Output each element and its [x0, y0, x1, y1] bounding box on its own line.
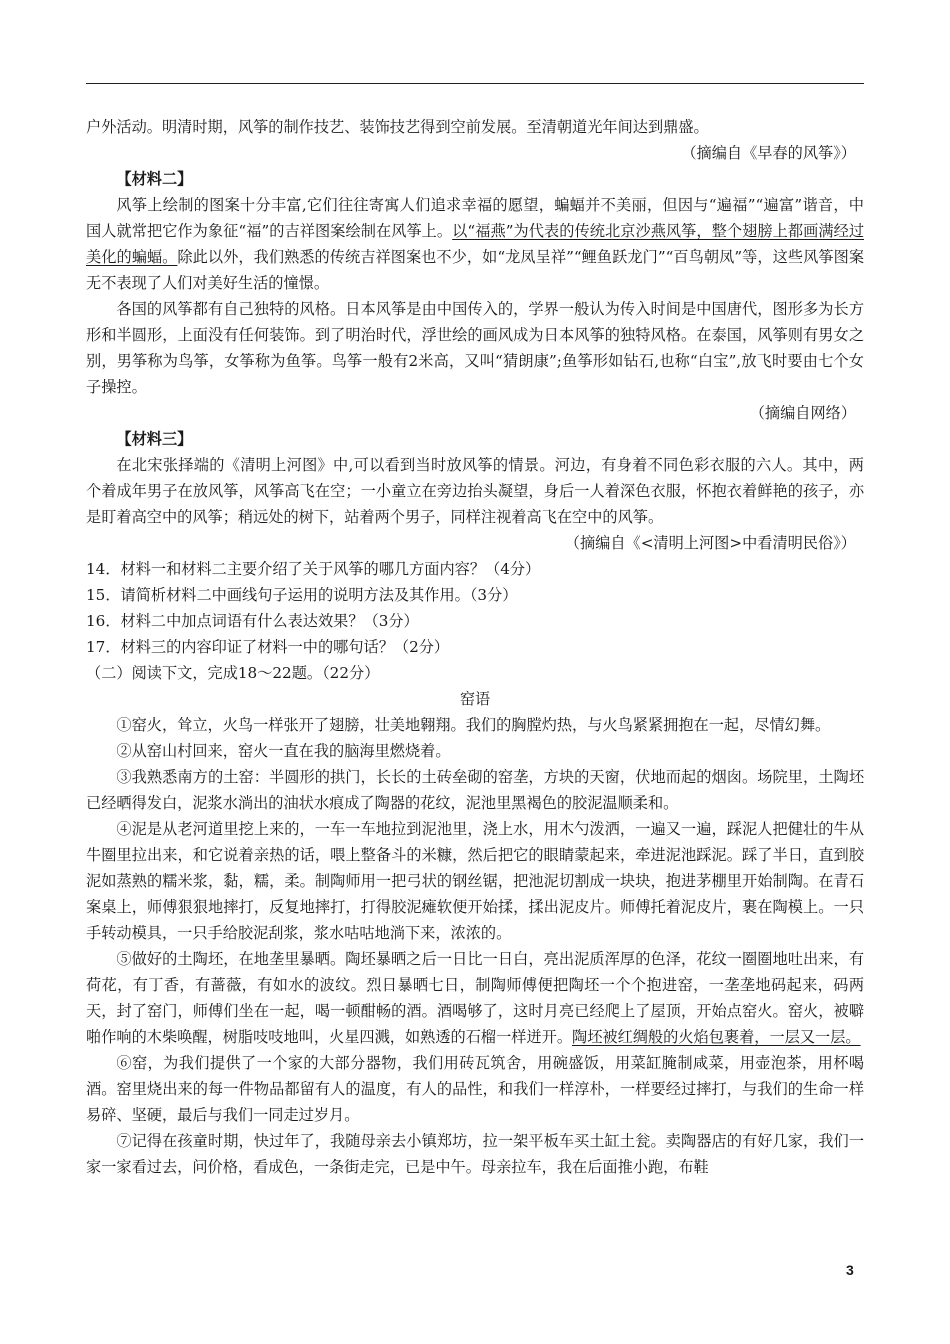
- essay-paragraph-6: ⑥窑，为我们提供了一个家的大部分器物，我们用砖瓦筑舍，用碗盛饭，用菜缸腌制咸菜，用壶泡茶，用杯喝酒。窑里烧出来的每一件物品都留有人的温度，有人的品性，和我们一样淳朴，一样要经过摔打，与我们的生命一样易碎、坚硬，最后与我们一同走过岁月。: [86, 1054, 864, 1124]
- essay-paragraph-3: ③我熟悉南方的土窑：半圆形的拱门，长长的土砖垒砌的窑垄，方块的天窗，伏地而起的烟囱。场院里，土陶坯已经晒得发白，泥浆水淌出的油状水痕成了陶器的花纹，泥池里黑褐色的胶泥温顺柔和。: [86, 768, 864, 812]
- question-16: 16．材料二中加点词语有什么表达效果？（3分）: [86, 612, 419, 630]
- question-15: 15．请简析材料二中画线句子运用的说明方法及其作用。（3分）: [86, 586, 518, 604]
- material3-paragraph: 在北宋张择端的《清明上河图》中,可以看到当时放风筝的情景。河边，有身着不同色彩衣服的六人。其中，两个着成年男子在放风筝，风筝高飞在空；一小童立在旁边抬头凝望，身后一人着深色衣服，怀抱衣着鲜艳的孩子，亦是盯着高空中的风筝；稍远处的树下，站着两个男子，同样注视着高飞在空中的风筝。: [86, 456, 864, 526]
- page-number: 3: [846, 1262, 854, 1278]
- essay-paragraph-5: [86, 946, 864, 1050]
- essay-p5-start: ⑤做好的土陶坯，在地垄里暴晒。陶坯暴晒之后一日比一日白，亮出泥质浑厚的色泽，花纹一圈圈地吐出来，有荷花，有丁香，有蔷薇，有如水的波纹。烈日暴晒七日，制陶师傅便把陶坯一个个抱进窑，一垄垄地码起来，码两天，封了窑门，师傅们坐在一起，喝一顿酣畅的酒。酒喝够了，这时月亮已经爬上了屋顶，开始点窑火。窑火，被噼啪作响的木柴唤醒，树脂吱吱地叫，火星四溅，如熟透的石榴一样迸开。: [86, 950, 864, 1046]
- essay-paragraph-7: ⑦记得在孩童时期，快过年了，我随母亲去小镇郑坊，拉一架平板车买土缸土瓮。卖陶器店的有好几家，我们一家一家看过去，问价格，看成色，一条街走完，已是中午。母亲拉车，我在后面推小跑，布鞋: [86, 1132, 864, 1176]
- material2-source: （摘编自网络）: [749, 404, 856, 422]
- material2-paragraph-2: 各国的风筝都有自己独特的风格。日本风筝是由中国传入的，学界一般认为传入时间是中国唐代，图形多为长方形和半圆形，上面没有任何装饰。到了明治时代，浮世绘的画风成为日本风筝的独特风格。在泰国，风筝则有男女之别，男筝称为鸟筝，女筝称为鱼筝。鸟筝一般有2米高，又叫“猜朗康”;鱼筝形如钻石,也称“白宝”,放飞时要由七个女子操控。: [86, 300, 864, 396]
- material3-source: （摘编自《<清明上河图>中看清明民俗》）: [564, 534, 856, 552]
- question-14: 14．材料一和材料二主要介绍了关于风筝的哪几方面内容？（4分）: [86, 560, 541, 578]
- header-rule: [86, 83, 864, 84]
- essay-paragraph-2: ②从窑山村回来，窑火一直在我的脑海里燃烧着。: [116, 742, 451, 760]
- material1-end-text: 户外活动。明清时期，风筝的制作技艺、装饰技艺得到空前发展。至清朝道光年间达到鼎盛。: [86, 118, 709, 136]
- essay-title: 窑语: [459, 690, 491, 708]
- section2-instruction: （二）阅读下文，完成18～22题。（22分）: [86, 664, 380, 682]
- material1-source: （摘编自《早春的风筝》）: [681, 144, 856, 162]
- material2-heading: 【材料二】: [116, 170, 193, 188]
- question-17: 17．材料三的内容印证了材料一中的哪句话？（2分）: [86, 638, 450, 656]
- essay-paragraph-1: ①窑火，耸立，火鸟一样张开了翅膀，壮美地翱翔。我们的胸膛灼热，与火鸟紧紧拥抱在一起，尽情幻舞。: [116, 716, 831, 734]
- material2-p1-end: 除此以外，我们熟悉的传统吉祥图案也不少，如“龙凤呈祥”“鲤鱼跃龙门”“百鸟朝凤”等，这些风筝图案无不表现了人们对美好生活的憧憬。: [86, 248, 865, 292]
- page-content: [86, 114, 864, 1180]
- material2-p1-start: 风筝上绘制的图案十分丰富,它们往往寄寓人们追求幸福的愿望，蝙蝠并不美丽，但因与“遍福”“遍富”谐音，中国人就常把它作为象征“福”的吉祥图案绘制在风筝上。: [86, 196, 864, 240]
- material3-heading: 【材料三】: [116, 430, 193, 448]
- material2-paragraph-1: [86, 192, 864, 296]
- essay-underlined-sentence: 陶坯被红绸般的火焰包裹着，一层又一层。: [572, 1028, 861, 1046]
- essay-paragraph-4: ④泥是从老河道里挖上来的，一车一车地拉到泥池里，浇上水，用木勺泼洒，一遍又一遍，踩泥人把健壮的牛从牛圈里拉出来，和它说着亲热的话，喂上整备斗的米糠，然后把它的眼睛蒙起来，牵进泥池踩泥。踩了半日，直到胶泥如蒸熟的糯米浆，黏，糯，柔。制陶师用一把弓状的钢丝锯，把池泥切割成一块块，抱进茅棚里开始制陶。在青石案桌上，师傅狠狠地摔打，反复地摔打，打得胶泥瘫软便开始揉，揉出泥皮片。师傅托着泥皮片，裹在陶模上。一只手转动模具，一只手给胶泥刮浆，浆水咕咕地淌下来，浓浓的。: [86, 820, 864, 942]
- underlined-sentence: 以“福燕”为代表的传统北京沙燕风筝，整个翅膀上都画满经过美化的蝙蝠。: [86, 222, 865, 266]
